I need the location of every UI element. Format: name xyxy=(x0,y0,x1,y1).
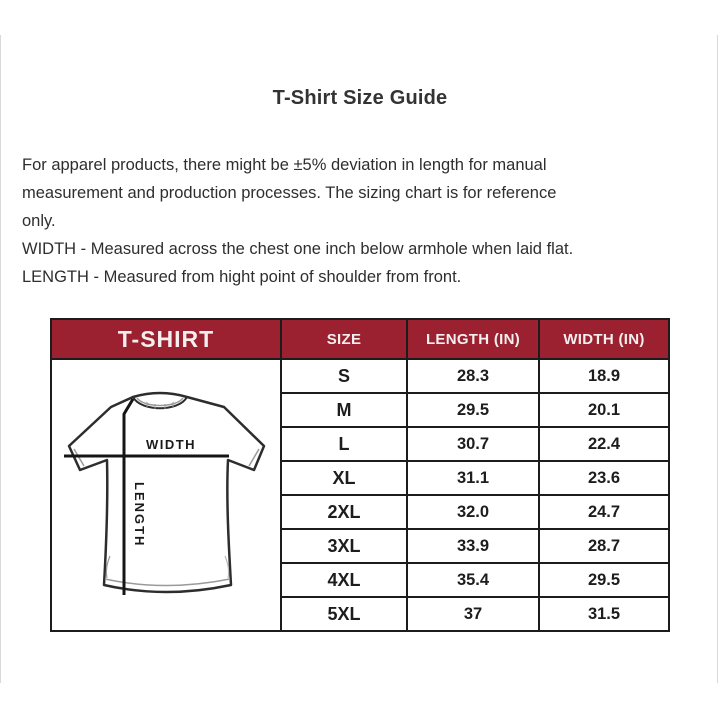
size-cell: 2XL xyxy=(281,495,407,529)
width-cell: 22.4 xyxy=(539,427,669,461)
size-cell: 4XL xyxy=(281,563,407,597)
length-cell: 32.0 xyxy=(407,495,539,529)
intro-line-width-definition: WIDTH - Measured across the chest one inch below armhole when laid flat. xyxy=(22,240,574,258)
width-cell: 29.5 xyxy=(539,563,669,597)
size-cell: 5XL xyxy=(281,597,407,631)
intro-line-length-definition: LENGTH - Measured from hight point of shoulder from front. xyxy=(22,268,462,286)
size-cell: M xyxy=(281,393,407,427)
table-header-length: LENGTH (IN) xyxy=(407,319,539,359)
intro-line: measurement and production processes. The sizing chart is for reference xyxy=(22,184,557,202)
intro-line: For apparel products, there might be ±5% deviation in length for manual xyxy=(22,156,547,174)
size-cell: 3XL xyxy=(281,529,407,563)
width-cell: 31.5 xyxy=(539,597,669,631)
size-cell: S xyxy=(281,359,407,393)
width-cell: 18.9 xyxy=(539,359,669,393)
width-cell: 20.1 xyxy=(539,393,669,427)
table-header-row xyxy=(51,319,669,359)
length-cell: 29.5 xyxy=(407,393,539,427)
length-cell: 30.7 xyxy=(407,427,539,461)
table-row xyxy=(51,359,669,393)
intro-text xyxy=(22,151,698,291)
tshirt-outline xyxy=(69,393,264,592)
size-table xyxy=(50,318,670,632)
table-header-product: T-SHIRT xyxy=(51,319,281,359)
width-cell: 28.7 xyxy=(539,529,669,563)
length-label: LENGTH xyxy=(132,482,147,548)
size-cell: XL xyxy=(281,461,407,495)
table-header-width: WIDTH (IN) xyxy=(539,319,669,359)
intro-line: only. xyxy=(22,212,56,230)
table-header-size: SIZE xyxy=(281,319,407,359)
length-cell: 35.4 xyxy=(407,563,539,597)
page-left-border xyxy=(0,35,1,683)
page-right-border xyxy=(717,35,718,683)
length-cell: 37 xyxy=(407,597,539,631)
page-title: T-Shirt Size Guide xyxy=(272,87,448,109)
size-cell: L xyxy=(281,427,407,461)
length-cell: 28.3 xyxy=(407,359,539,393)
length-cell: 31.1 xyxy=(407,461,539,495)
width-cell: 24.7 xyxy=(539,495,669,529)
tshirt-diagram-cell xyxy=(51,359,281,631)
tshirt-illustration xyxy=(53,360,279,630)
length-cell: 33.9 xyxy=(407,529,539,563)
width-label: WIDTH xyxy=(145,437,197,452)
width-cell: 23.6 xyxy=(539,461,669,495)
